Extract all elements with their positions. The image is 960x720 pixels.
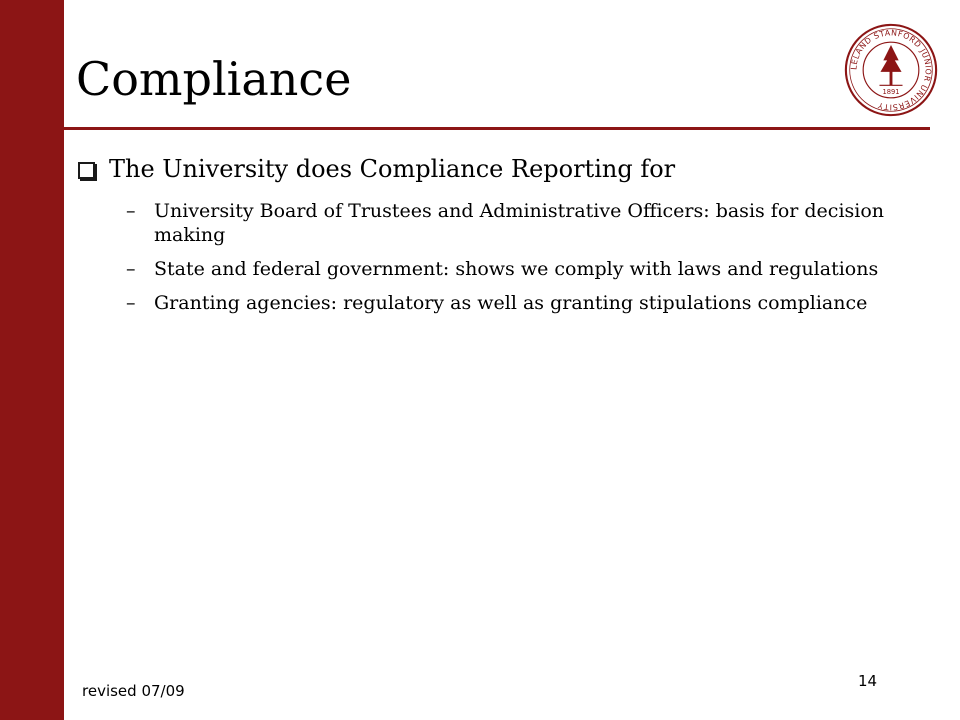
sub-bullet-text: State and federal government: shows we comply with laws and regulations: [154, 258, 879, 280]
dash-bullet: –: [126, 200, 136, 222]
svg-text:1891: 1891: [882, 88, 900, 96]
svg-text:LELAND STANFORD JUNIOR UNIVERS: LELAND STANFORD JUNIOR UNIVERSITY: [849, 28, 933, 112]
sub-bullet-text: Granting agencies: regulatory as well as granting stipulations compliance: [154, 292, 868, 314]
left-accent-bar: [0, 0, 64, 720]
sub-bullet-text: University Board of Trustees and Administrative Officers: basis for decision making: [154, 200, 885, 246]
dash-bullet: –: [126, 292, 136, 314]
sub-bullet: [126, 291, 886, 315]
page-number: 14: [858, 672, 878, 690]
title-divider: [64, 127, 930, 130]
checkbox-bullet-icon: [78, 162, 95, 179]
sub-bullet: [126, 199, 886, 247]
main-bullet-text: The University does Compliance Reporting for: [109, 155, 676, 183]
dash-bullet: –: [126, 258, 136, 280]
revision-note: revised 07/09: [82, 682, 185, 700]
sub-bullet-list: [126, 199, 886, 325]
university-seal-logo: [843, 22, 939, 118]
slide-title: Compliance: [76, 52, 352, 106]
sub-bullet: [126, 257, 886, 281]
main-bullet: [78, 155, 675, 183]
